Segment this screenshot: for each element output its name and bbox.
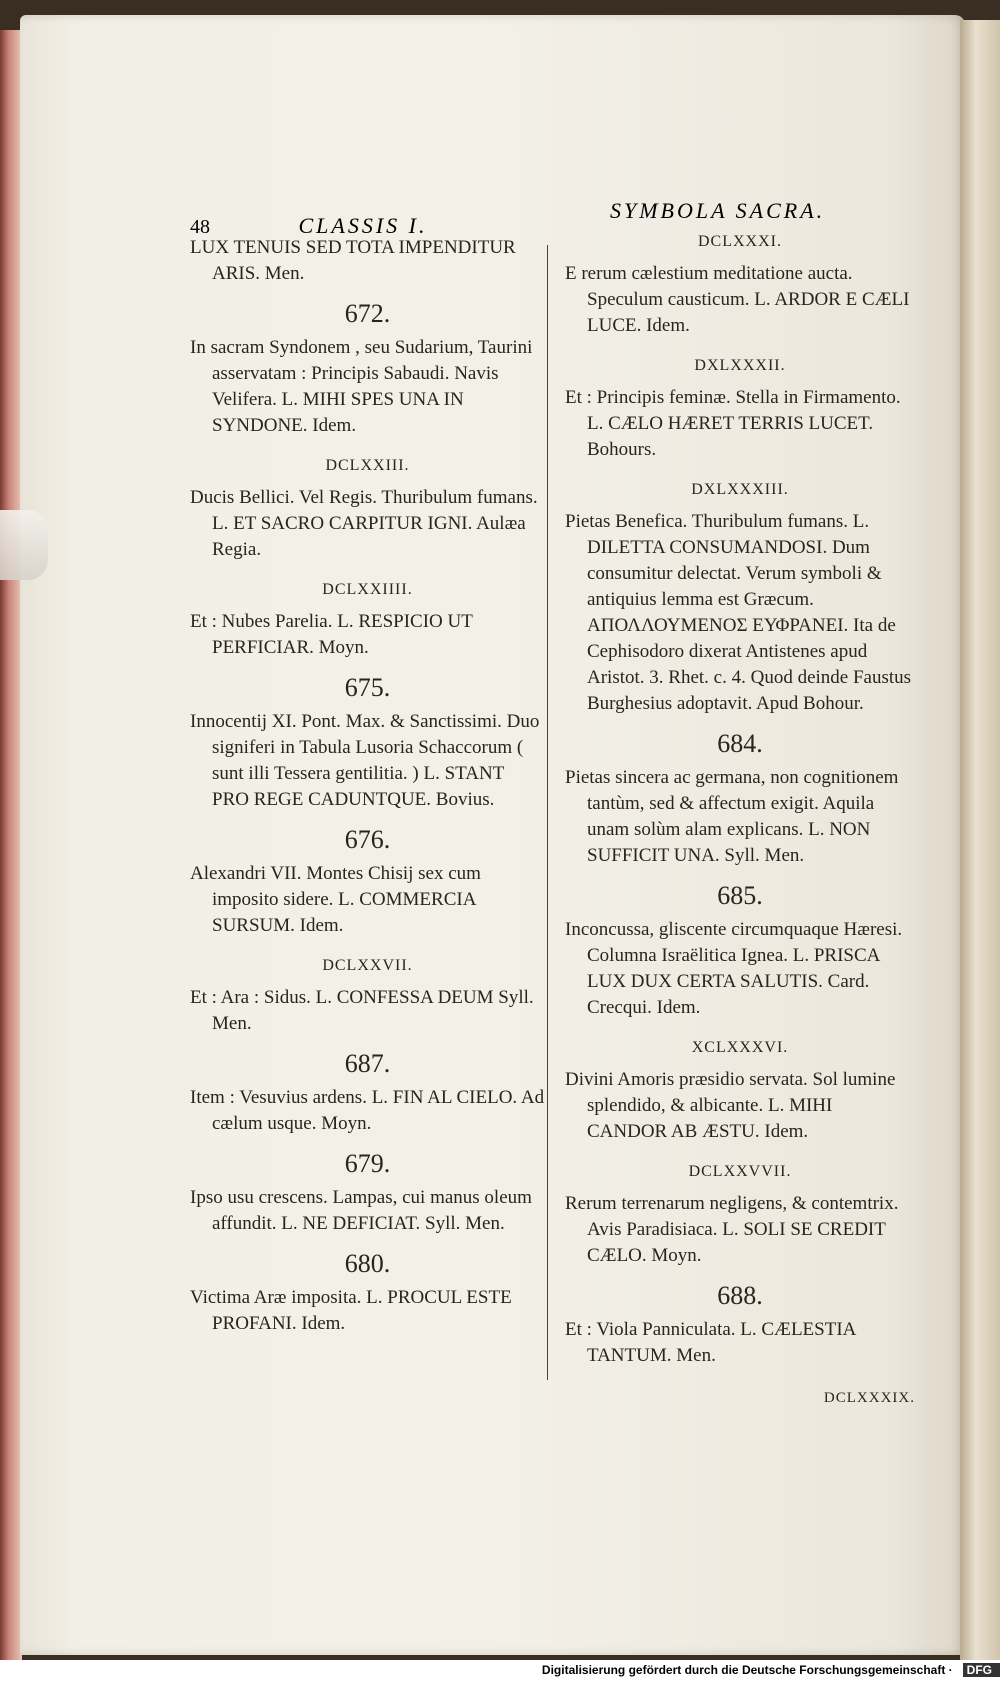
entry-text: Divini Amoris præsidio servata. Sol lumine splendido, & albicante. L. MIHI CANDOR AB ÆSTU. Idem. — [565, 1069, 896, 1142]
entry-number: 687. — [344, 1049, 391, 1078]
entry-number: 688. — [717, 1281, 763, 1310]
entry-number: 676. — [344, 825, 391, 854]
catchword: DCLXXXIX. — [823, 1390, 915, 1406]
entry-number: 675. — [344, 673, 391, 702]
entry-text: Inconcussa, gliscente circumquaque Hæresi. Columna Israëlitica Ignea. L. PRISCA LUX DUX CERTA SALUTIS. Card. Crecqui. Idem. — [565, 919, 903, 1018]
entry-roman-numeral: DCLXXXI. — [698, 233, 782, 250]
entry-text: Item : Vesuvius ardens. L. FIN AL CIELO. Ad cælum usque. Moyn. — [190, 1087, 545, 1134]
book-edge-left — [0, 30, 22, 1660]
entry-text: E rerum cælestium meditatione aucta. Speculum causticum. L. ARDOR E CÆLI LUCE. Idem. — [565, 263, 910, 336]
running-head-right: SYMBOLA SACRA. — [610, 198, 826, 223]
entry-number: 672. — [344, 299, 391, 328]
entry-roman-numeral: DCLXXIIII. — [322, 581, 413, 598]
footer-bar — [0, 1660, 1000, 1681]
section-title: CLASSIS I. — [298, 213, 428, 238]
entry-roman-numeral: DCLXXVVII. — [688, 1163, 792, 1180]
entry-number: 685. — [717, 881, 763, 910]
entry-text: Alexandri VII. Montes Chisij sex cum imposito sidere. L. COMMERCIA SURSUM. Idem. — [190, 863, 481, 936]
entry-text: Pietas sincera ac germana, non cognitionem tantùm, sed & affectum exigit. Aquila unam solùm alam explicans. L. NON SUFFICIT UNA. Syll. Men. — [565, 767, 899, 866]
column-divider — [547, 245, 548, 1380]
entry-roman-numeral: DCLXXIII. — [325, 457, 410, 474]
right-column — [565, 215, 915, 1411]
page-clip — [0, 510, 48, 580]
entry-roman-numeral: DXLXXXII. — [694, 357, 786, 374]
entry-text: LUX TENUIS SED TOTA IMPENDITUR ARIS. Men. — [190, 237, 516, 284]
entry-number: 679. — [344, 1149, 391, 1178]
entry-text: Pietas Benefica. Thuribulum fumans. L. DILETTA CONSUMANDOSI. Dum consumitur delectat. Verum symboli & antiquius lemma est Græcum. ΑΠΟΛΛΟΥΜΕΝΟΣ ΕΥΦΡΑΝΕΙ. Ita de Cephisodoro dixerat Antistenes apud Aristot. 3. Rhet. c. 4. Quod deinde Faustus Burghesius adoptavit. Apud Bohour. — [565, 511, 912, 714]
entry-text: Victima Aræ imposita. L. PROCUL ESTE PROFANI. Idem. — [190, 1287, 512, 1334]
entry-text: Ipso usu crescens. Lampas, cui manus oleum affundit. L. NE DEFICIAT. Syll. Men. — [190, 1187, 532, 1234]
entry-text: Rerum terrenarum negligens, & contemtrix. Avis Paradisiaca. L. SOLI SE CREDIT CÆLO. Moyn. — [565, 1193, 899, 1266]
entry-text: In sacram Syndonem , seu Sudarium, Taurini asservatam : Principis Sabaudi. Navis Velifera. L. MIHI SPES UNA IN SYNDONE. Idem. — [190, 337, 533, 436]
entry-roman-numeral: DCLXXVII. — [322, 957, 413, 974]
page-number: 48 — [190, 216, 210, 238]
entry-number: 680. — [344, 1249, 391, 1278]
entry-text: Et : Ara : Sidus. L. CONFESSA DEUM Syll. Men. — [190, 987, 534, 1034]
entry-text: Et : Principis feminæ. Stella in Firmamento. L. CÆLO HÆRET TERRIS LUCET. Bohours. — [565, 387, 901, 460]
dfg-logo: DFG — [963, 1663, 1000, 1677]
entry-roman-numeral: DXLXXXIII. — [691, 481, 789, 498]
entry-number: 684. — [717, 729, 763, 758]
entry-text: Et : Nubes Parelia. L. RESPICIO UT PERFICIAR. Moyn. — [190, 611, 473, 658]
next-page-edge — [960, 20, 1000, 1670]
entry-roman-numeral: XCLXXXVI. — [691, 1039, 789, 1056]
left-column — [190, 235, 545, 1347]
entry-text: Ducis Bellici. Vel Regis. Thuribulum fumans. L. ET SACRO CARPITUR IGNI. Aulæa Regia. — [190, 487, 538, 560]
footer-text: Digitalisierung gefördert durch die Deutsche Forschungsgemeinschaft · — [541, 1663, 953, 1677]
entry-text: Et : Viola Panniculata. L. CÆLESTIA TANTUM. Men. — [565, 1319, 856, 1366]
entry-text: Innocentij XI. Pont. Max. & Sanctissimi. Duo signiferi in Tabula Lusoria Schaccorum ( sunt illi Tessera gentilitia. ) L. STANT PRO REGE CADUNTQUE. Bovius. — [190, 711, 540, 810]
